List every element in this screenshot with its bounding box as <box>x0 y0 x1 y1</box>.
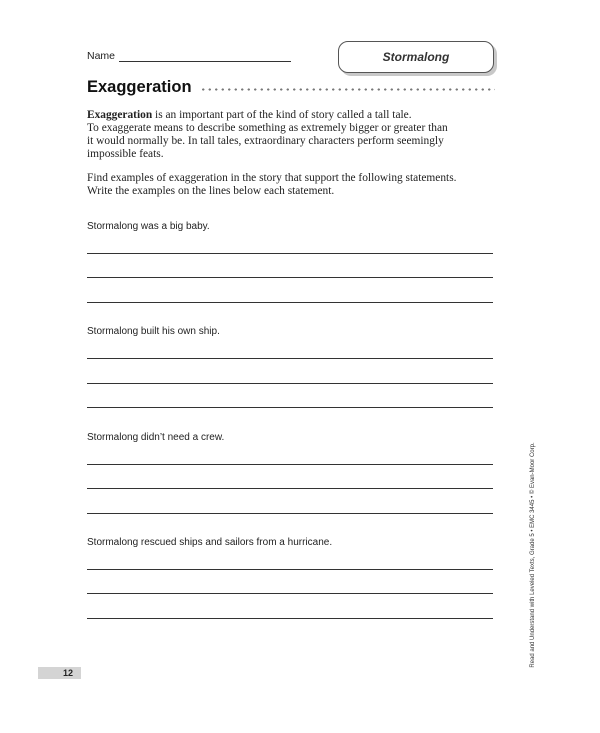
section-heading <box>87 78 495 97</box>
answer-line[interactable] <box>87 569 493 570</box>
instructions-paragraph <box>87 172 497 198</box>
answer-line[interactable] <box>87 358 493 359</box>
answer-line[interactable] <box>87 618 493 619</box>
name-row <box>87 50 291 62</box>
answer-line[interactable] <box>87 302 493 303</box>
side-credit: Read and Understand with Leveled Texts, Grade 5 • EMC 3445 • © Evan-Moor Corp. <box>530 442 536 668</box>
intro-line-3: it would normally be. In tall tales, extraordinary characters perform seemingly <box>87 135 444 147</box>
story-title: Stormalong <box>382 50 450 64</box>
intro-line-1: is an important part of the kind of story called a tall tale. <box>152 109 412 121</box>
statement-1: Stormalong was a big baby. <box>87 221 210 232</box>
instructions-line-2: Write the examples on the lines below each statement. <box>87 185 335 197</box>
name-line[interactable] <box>119 50 291 62</box>
answer-line[interactable] <box>87 513 493 514</box>
intro-bold-term: Exaggeration <box>87 109 153 121</box>
statement-4: Stormalong rescued ships and sailors from a hurricane. <box>87 537 333 548</box>
answer-line[interactable] <box>87 593 493 594</box>
intro-line-2: To exaggerate means to describe something as extremely bigger or greater than <box>87 122 448 134</box>
name-label: Name <box>87 50 116 62</box>
intro-paragraph <box>87 109 497 161</box>
answer-line[interactable] <box>87 277 493 278</box>
intro-line-4: impossible feats. <box>87 148 164 160</box>
answer-line[interactable] <box>87 253 493 254</box>
statement-3: Stormalong didn’t need a crew. <box>87 432 225 443</box>
answer-line[interactable] <box>87 383 493 384</box>
page-number-tab <box>38 667 81 679</box>
heading-dotted-leader <box>200 88 495 91</box>
page-number: 12 <box>62 668 73 678</box>
answer-line[interactable] <box>87 407 493 408</box>
page-title: Exaggeration <box>87 78 192 96</box>
instructions-line-1: Find examples of exaggeration in the story that support the following statements. <box>87 172 457 184</box>
answer-line[interactable] <box>87 464 493 465</box>
answer-line[interactable] <box>87 488 493 489</box>
statement-2: Stormalong built his own ship. <box>87 326 220 337</box>
story-title-box <box>338 41 494 73</box>
